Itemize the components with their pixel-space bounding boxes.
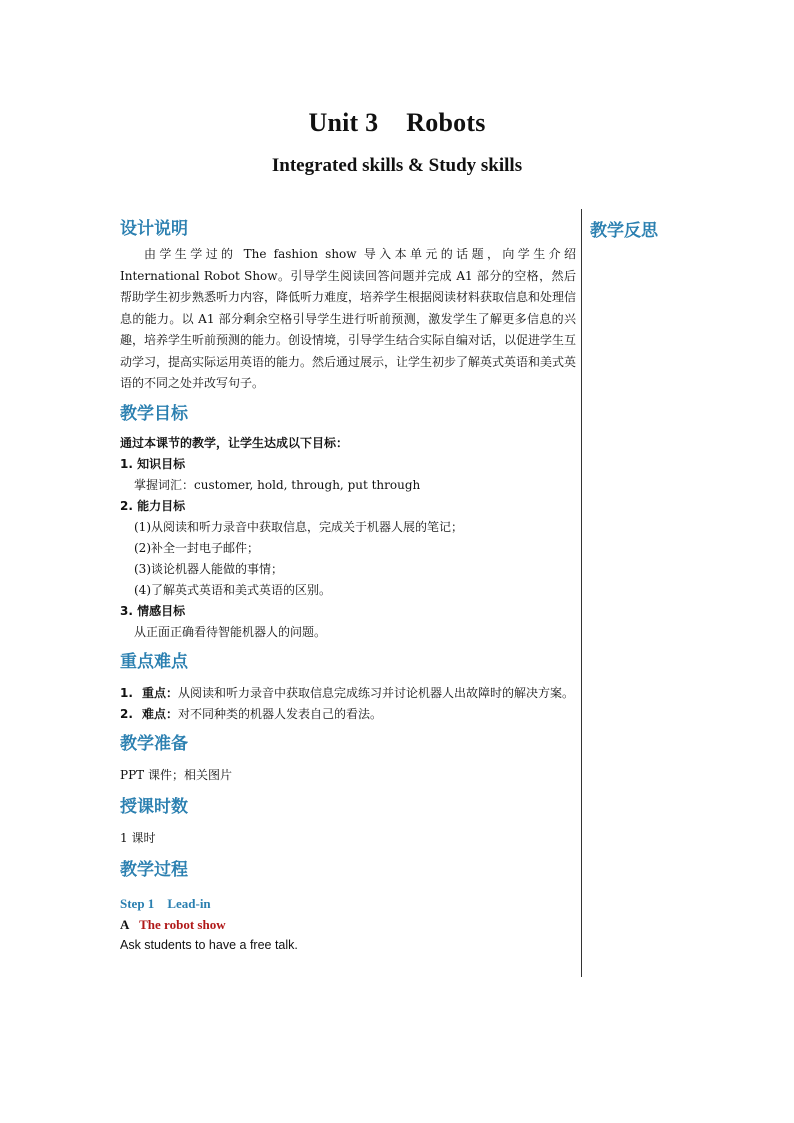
- emotion-title: 3. 情感目标: [120, 603, 186, 618]
- ability-item: (3)谈论机器人能做的事情；: [134, 561, 283, 576]
- emotion-text: 从正面正确看待智能机器人的问题。: [134, 624, 327, 639]
- hours-text: 1 课时: [120, 830, 156, 845]
- key-points-heading: 重点难点: [120, 651, 188, 672]
- key-point-item: 1. 重点：从阅读和听力录音中获取信息完成练习并讨论机器人出故障时的解决方案。: [120, 685, 575, 700]
- column-divider: [581, 209, 582, 977]
- page-subtitle: Integrated skills & Study skills: [271, 155, 523, 176]
- title-unit: Unit 3: [308, 108, 379, 137]
- title-topic: Robots: [406, 108, 486, 137]
- step-heading: Step 1 Lead-in: [120, 895, 211, 911]
- ability-title: 2. 能力目标: [120, 498, 186, 513]
- process-heading: 教学过程: [120, 859, 188, 880]
- ability-item: (1)从阅读和听力录音中获取信息，完成关于机器人展的笔记；: [134, 519, 464, 534]
- ability-item: (2)补全一封电子邮件；: [134, 540, 259, 555]
- knowledge-text: 掌握词汇：customer, hold, through, put through: [134, 477, 421, 492]
- reflection-heading: 教学反思: [590, 221, 658, 241]
- hours-heading: 授课时数: [120, 796, 188, 817]
- main-column: [120, 216, 576, 956]
- difficulty-item: 2. 难点：对不同种类的机器人发表自己的看法。: [120, 706, 383, 721]
- ability-item: (4)了解英式英语和美式英语的区别。: [134, 582, 331, 597]
- sub-heading: A The robot show: [120, 916, 226, 932]
- prep-text: PPT 课件；相关图片: [120, 767, 232, 782]
- knowledge-title: 1. 知识目标: [120, 456, 186, 471]
- design-text: 由学生学过的 The fashion show 导入本单元的话题，向学生介绍 International Robot Show。引导学生阅读回答问题并完成 A1 部分的空格，然后帮助学生初步熟悉听力内容，降低听力难度，培养学生根据阅读材料获取信息和处理信息的能力。以 A1 部分剩余空格引导学生进行听前预测，激发学生了解更多信息的兴趣，培养学生听前预测的能力。创设情境，引导学生结合实际自编对话，以促进学生互动学习，提高实际运用英语的能力。然后通过展示，让学生初步了解英式英语和美式英语的不同之处并改写句子。: [120, 247, 577, 390]
- design-heading: 设计说明: [120, 219, 188, 239]
- instruction-text: Ask students to have a free talk.: [120, 937, 298, 952]
- page-title: [0, 108, 794, 138]
- objectives-heading: 教学目标: [120, 403, 188, 424]
- objectives-intro: 通过本课节的教学，让学生达成以下目标：: [120, 435, 349, 450]
- prep-heading: 教学准备: [120, 733, 188, 754]
